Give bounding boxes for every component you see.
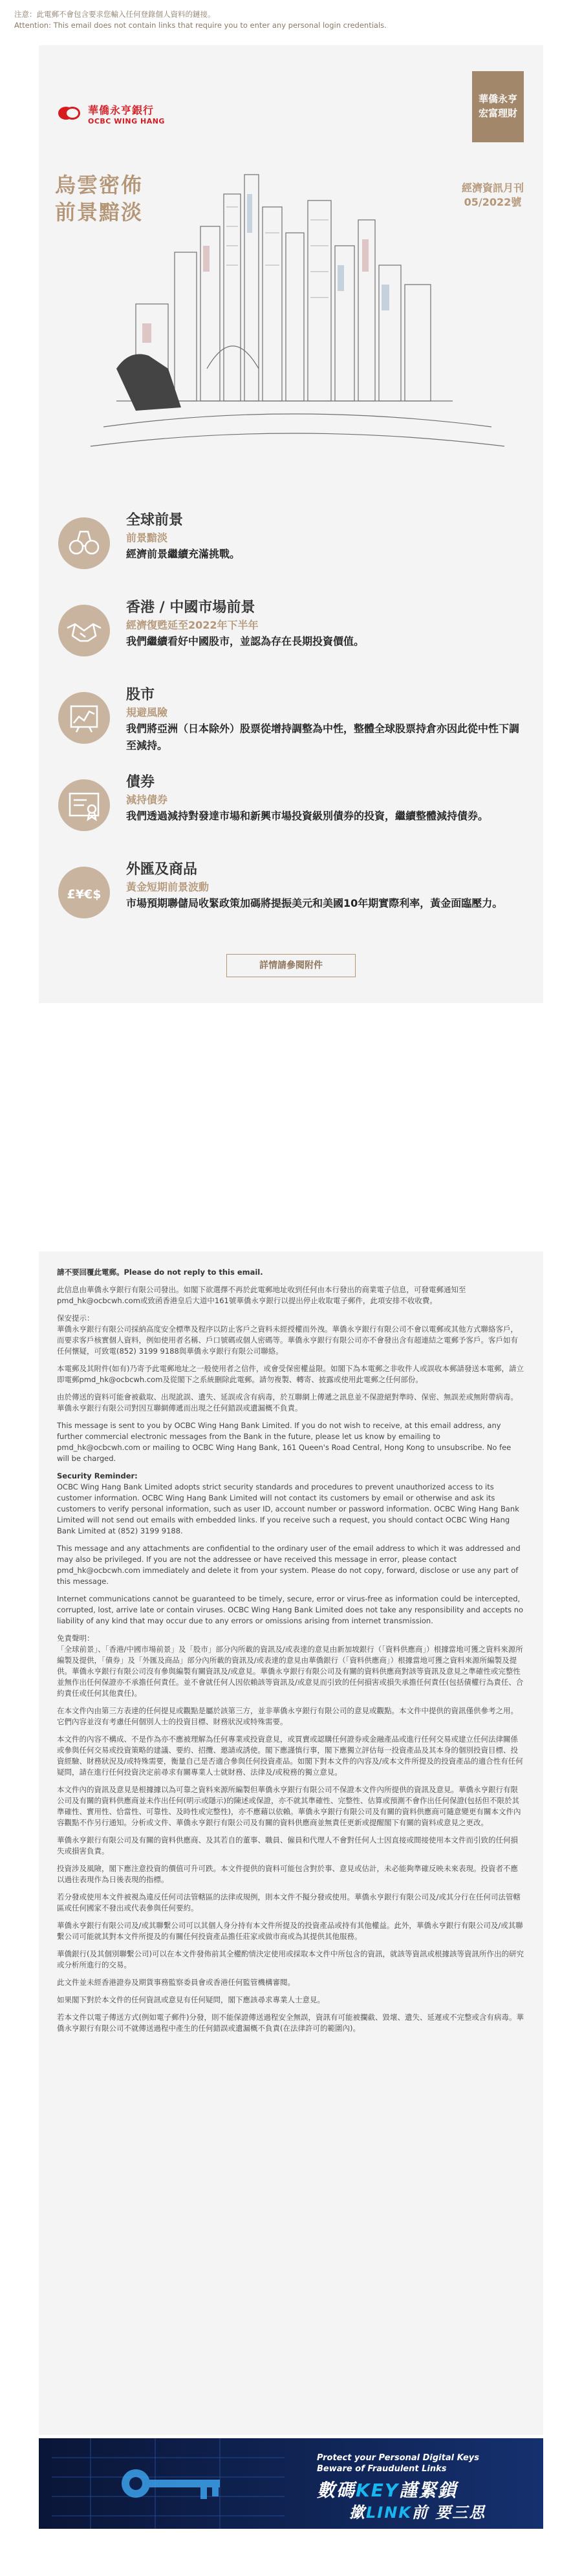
issue-label-line1: 經濟資訊月刊: [461, 182, 524, 194]
item-title: 香港 / 中國市場前景: [126, 600, 255, 616]
top-notice-en: Attention: This email does not contain links that require you to enter any personal login credentials.: [14, 21, 387, 30]
item-subtitle: 規避風險: [126, 706, 168, 719]
legal-paragraph: 華僑銀行(及其個別聯繫公司)可以在本文件發佈前其全權酌情決定使用或採取本文件中所包含的資訊，就該等資訊或根據該等資訊所作出的研究或分析所進行的交易。: [57, 1949, 524, 1969]
list-item: [39, 686, 543, 773]
legal-paragraph: 在本文件內由第三方表達的任何提見或觀點是屬於該第三方，並非華僑永亨銀行有限公司的意見或觀點。本文件中提供的資訊僅供參考之用。它們內容並沒有考慮任何個別人士的投資目標、財務狀況或特殊需要。: [57, 1706, 518, 1726]
banner-cn-line2: 撳LINK前 要三思: [349, 2504, 486, 2522]
legal-subheading: 免責聲明：: [57, 1634, 94, 1643]
banner-en-line2: Beware of Fraudulent Links: [317, 2464, 447, 2474]
item-description: 經濟前景繼續充滿挑戰。: [126, 548, 241, 560]
ocbc-logo-icon: [58, 105, 83, 122]
legal-paragraph: 若分發或使用本文件被視為違反任何司法管轄區的法律或規例，則本文件不擬分發或使用。華僑永亨銀行有限公司及/或其分行在任何司法管轄區或任何國家不發出或代表參與任何要約。: [57, 1892, 521, 1912]
legal-paragraph: 本文件的內容不構成、不是作為亦不應被理解為任何專業或投資意見，或買賣或認購任何證券或金融產品或進行任何交易或建立任何法律關係或參與任何交易或投資策略的建議、要約、招攬、邀請或誘使。閣下應謹慎行事，閣下應獨立評估每一投資產品及其本身的個別投資目標、投資經驗、財務狀況及/或特殊需要，衡量自己是否適合參與任何投資產品。如閣下對本文件的內容及/或本文件所提及的投資產品的適合性有任何疑問，請在進行任何投資決定前尋求有關專業人士就財務、法律及/或稅務的獨立意見。: [57, 1735, 523, 1777]
legal-paragraph: 本文件內的資訊及意見是根據據以為可靠之資料來源所編製但華僑永亨銀行有限公司不保證本文件內所提供的資訊及意見。華僑永亨銀行有限公司及有關的資料供應商並未作出任何(明示或隱示)的陳述或保證，亦不就其準確性、完整性、估算或預測不會作出任何保證(包括但不限於其準確性、實用性、恰當性、可靠性、及時性或完整性)，亦不應藉以依賴。華僑永亨銀行有限公司及有關的資料供應商可隨意變更有關本文件內容觀點不作另行通知。分析或文件、華僑永亨銀行有限公司及有關的資料供應商並無責任更新或提醒閣下有關的資料或意見之更改。: [57, 1785, 521, 1827]
legal-disclaimer: [39, 1251, 543, 2435]
legal-subheading: Security Reminder:: [57, 1471, 138, 1480]
certificate-icon: [58, 779, 110, 831]
legal-paragraph: 華僑永亨銀行有限公司採納高度安全標準及程序以防止客戶之資料未經授權而外洩。華僑永亨銀行有限公司不會以電郵或其他方式聯絡客戶，而要求客戶核實個人資料，例如使用者名稱、戶口號碼或個人密碼等。華僑永亨銀行有限公司亦不會發出含有超連結之電郵予客戶。客戶如有任何懷疑，可致電(852) 3199 9188與華僑永亨銀行有限公司聯絡。: [57, 1325, 518, 1356]
legal-paragraph: 投資涉及風險，閣下應注意投資的價值可升可跌。本文件提供的資料可能包含對於事、意見或估計，未必能夠準確反映未來表現。投資者不應以過往表現作為日後表現的指標。: [57, 1864, 518, 1884]
item-description: 市場預期聯儲局收緊政策加碼將提振美元和美國10年期實際利率，黃金面臨壓力。: [126, 897, 503, 909]
item-description: 我們透過減持對發達市場和新興市場投資級別債券的投資，繼續整體減持債券。: [126, 810, 489, 822]
legal-paragraph: 此文件並未經香港證券及期貨事務監察委員會或香港任何監管機構審閱。: [57, 1978, 295, 1987]
binoculars-icon: [58, 517, 110, 569]
bank-name-cn: 華僑永亨銀行: [88, 104, 155, 116]
issue-label-line2: 05/2022號: [464, 196, 522, 208]
legal-paragraph: 華僑永亨銀行有限公司及/或其聯繫公司可以其個人身分持有本文件所提及的投資產品或持有其他權益。此外，華僑永亨銀行有限公司及/或其聯繫公司可能就其對本文件所提及的有關任何投資產品擔任莊家或做市商或為其提供其他服務。: [57, 1921, 523, 1941]
legal-paragraph: 「全球前景」、「香港/中國市場前景」及「股市」部分內所載的資訊及/或表達的意見由新加坡銀行（「資料供應商」）根據當地可獲之資料來源所編製及提供，「債券」及「外匯及商品」部分內所載的資訊及/或表達的意見由華僑銀行（「資料供應商」）根據當地可獲之資料來源所編製及提供。華僑永亨銀行有限公司沒有參與編製有關資訊及/或意見。華僑永亨銀行有限公司及有關的資料供應商對該等資訊及意見之準確性或完整性並無作出任何保證亦不承擔任何責任。並不會就任何人因依賴該等資訊及/或意見而引致的任何損害或損失承擔任何責任(包括債權行為責任、合約責任或任何其他責任)。: [57, 1645, 524, 1698]
list-item: [39, 511, 543, 598]
hero-title: [55, 171, 143, 226]
banner-en-text: [317, 2452, 479, 2474]
list-item: [39, 598, 543, 686]
legal-paragraph: This message is sent to you by OCBC Wing Hang Bank Limited. If you do not wish to receive, at this email address, any further commercial electronic messages from the Bank in the future, please let us know by emailing to pmd_hk@ocbcwh.com or mailing to OCBC Wing Hang Bank, 161 Queen's Road Central, Hong Kong to unsubscribe. No fee will be charged.: [57, 1421, 512, 1463]
handshake-icon: [58, 605, 110, 656]
legal-paragraph: OCBC Wing Hang Bank Limited adopts strict security standards and procedures to prevent unauthorized access to its customer information. OCBC Wing Hang Bank Limited will not contact its customers by email or otherwise and ask its customers to verify personal information, such as user ID, account number or password information. OCBC Wing Hang Bank Limited will not send out emails with embedded links. If you receive such a request, you should contact OCBC Wing Hang Bank Limited at (852) 3199 9188.: [57, 1482, 519, 1535]
newsletter-card: [39, 45, 543, 1003]
bank-logo: [58, 102, 165, 125]
currency-icon: [58, 867, 110, 918]
list-item: [39, 860, 543, 947]
premier-tag: [472, 71, 524, 142]
svg-text:£¥€$: £¥€$: [67, 887, 102, 902]
item-title: 股市: [126, 687, 155, 703]
top-notice: [0, 0, 582, 31]
legal-paragraph: 若本文件以電子傳送方式(例如電子郵件)分發，則不能保證傳送過程安全無誤，資訊有可能被攔截、毀壞、遺失、延遲或不完整或含有病毒。華僑永亨銀行有限公司不就傳送過程中產生的任何錯誤或遺漏概不負責(在法律許可的範圍內)。: [57, 2013, 524, 2033]
hero-title-line2: 前景黯淡: [55, 200, 144, 224]
item-subtitle: 經濟復甦延至2022年下半年: [126, 619, 259, 631]
top-notice-cn: 注意：此電郵不會包含要求您輸入任何登錄個人資料的鏈接。: [14, 10, 215, 19]
summary-list: [39, 479, 543, 947]
banner-en-line1: Protect your Personal Digital Keys: [317, 2453, 479, 2463]
legal-paragraph: 由於傳送的資料可能會被截取、出現訛誤、遺失、延誤或含有病毒，於互聯網上傳遞之訊息並不保證絕對準時、保密、無誤差或無附帶病毒。華僑永亨銀行有限公司對因互聯網傳遞而出現之任何錯誤或遺漏概不負責。: [57, 1392, 518, 1412]
list-item: [39, 773, 543, 860]
premier-tag-line2: 宏富理財: [478, 107, 517, 119]
legal-paragraph: 此信息由華僑永亨銀行有限公司發出。如閣下欲選擇不再於此電郵地址收到任何由本行發出的商業電子信息，可發電郵通知至pmd_hk@ocbcwh.com或致函香港皇后大道中161號華僑永亨銀行以提出停止收取電子郵件，此項安排不收收費。: [57, 1285, 466, 1305]
banner-cn-line1: 數碼KEY謹緊鎖: [317, 2480, 458, 2501]
item-description: 我們將亞洲（日本除外）股票從增持調整為中性，整體全球股票持倉亦因此從中性下調至減持。: [126, 722, 520, 752]
item-description: 我們繼續看好中國股市，並認為存在長期投資價值。: [126, 635, 365, 647]
item-title: 全球前景: [126, 512, 184, 528]
legal-paragraph: 本電郵及其附件(如有)乃寄予此電郵地址之一般使用者之信件，或會受保密權益限。如閣下為本電郵之非收件人或誤收本郵請發送本電郵，請立即電郵pmd_hk@ocbcwh.com及從閣下之系統刪除此電郵。請勿複製、轉寄、披露或使用此電郵之任何部份。: [57, 1364, 524, 1384]
legal-paragraph: This message and any attachments are confidential to the ordinary user of the email address to which it was addressed and may also be privileged. If you are not the addressee or have received this message in error, please contact pmd_hk@ocbcwh.com immediately and delete it from your system. Please do not copy, forward, disclose or use any part of this message.: [57, 1544, 521, 1586]
view-attachment-button[interactable]: 詳情請參閱附件: [226, 954, 356, 977]
stock-chart-icon: [58, 692, 110, 744]
legal-paragraph: 華僑永亨銀行有限公司及有關的資料供應商、及其若自的董事、職員、僱員和代理人不會對任何人士因直接或間接使用本文件而引致的任何損失或損害負責。: [57, 1835, 518, 1856]
item-title: 債券: [126, 774, 155, 790]
issue-label: [462, 181, 524, 210]
hero-title-line1: 烏雲密佈: [55, 173, 144, 197]
legal-paragraph: Internet communications cannot be guaranteed to be timely, secure, error or virus-free as information could be intercepted, corrupted, lost, arrive late or contain viruses. OCBC Wing Hang Bank Limited does not take any responsibility and accepts no liability of any kind that may occur due to any errors or omissions arising from internet transmission.: [57, 1594, 524, 1625]
security-banner: [39, 2438, 543, 2529]
hero-banner: [39, 155, 543, 479]
bank-name-en: OCBC WING HANG: [88, 117, 165, 125]
item-subtitle: 前景黯淡: [126, 532, 168, 544]
item-subtitle: 黃金短期前景波動: [126, 881, 210, 893]
header-row: [39, 45, 543, 155]
no-reply-notice: 請不要回覆此電郵。Please do not reply to this email.: [57, 1268, 263, 1277]
item-subtitle: 減持債券: [126, 794, 168, 806]
premier-tag-line1: 華僑永亨: [478, 93, 517, 105]
legal-paragraph: 如果閣下對於本文件的任何資訊或意見有任何疑問，閣下應該尋求專業人士意見。: [57, 1995, 325, 2004]
item-title: 外匯及商品: [126, 861, 198, 878]
legal-subheading: 保安提示：: [57, 1314, 94, 1323]
